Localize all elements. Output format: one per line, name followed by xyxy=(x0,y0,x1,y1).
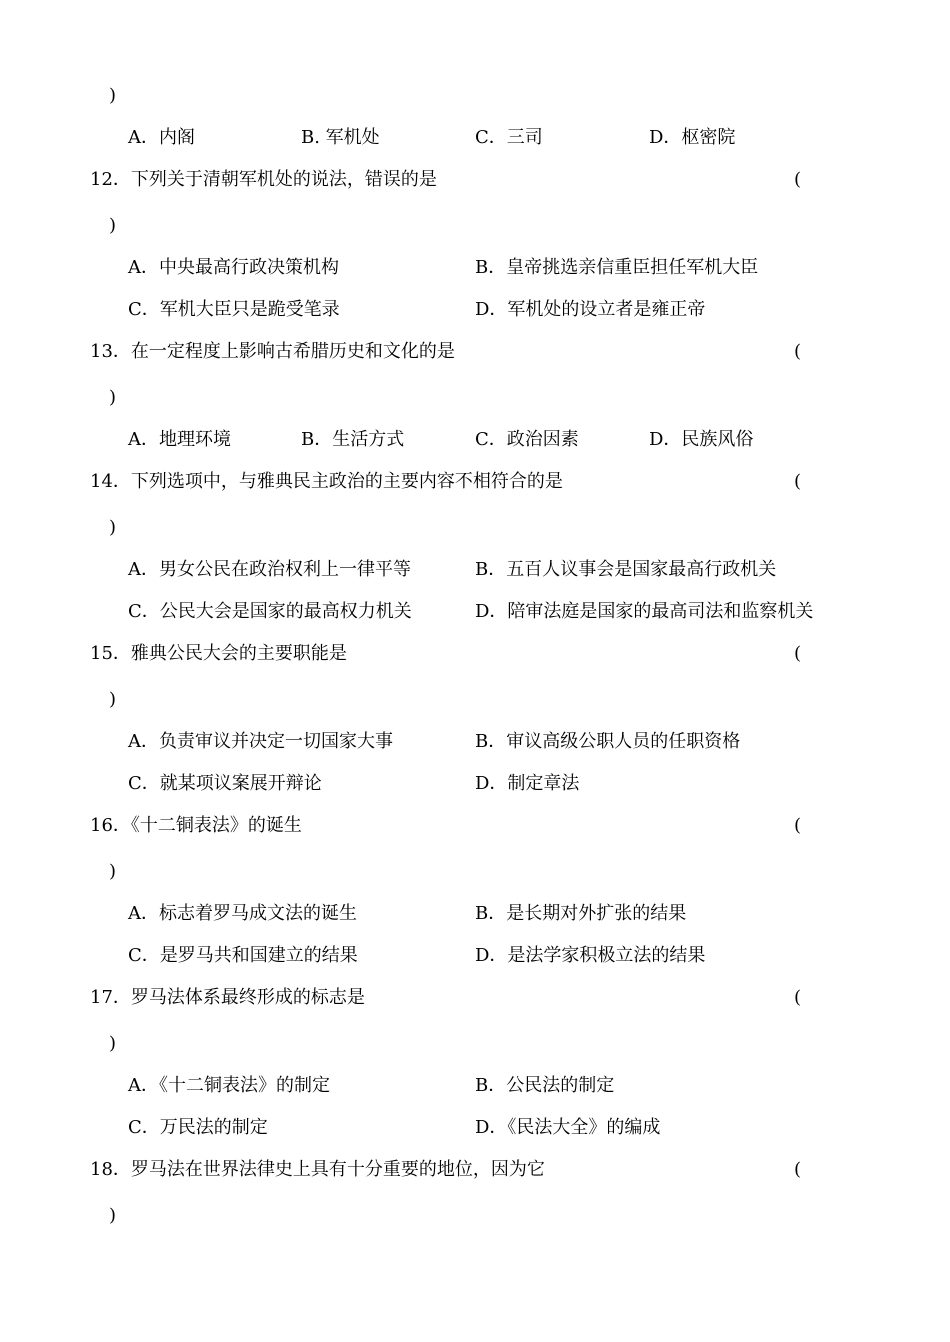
q15-option-a: A．负责审议并决定一切国家大事 xyxy=(128,731,393,752)
q15-option-d: D．制定章法 xyxy=(475,773,580,794)
q11-option-d: D．枢密院 xyxy=(649,127,736,148)
q11-close-paren: ) xyxy=(109,85,117,106)
q14-option-a: A．男女公民在政治权利上一律平等 xyxy=(128,559,411,580)
q15-option-c: C．就某项议案展开辩论 xyxy=(128,773,322,794)
q15-option-b: B．审议高级公职人员的任职资格 xyxy=(475,731,741,752)
q13-option-d: D．民族风俗 xyxy=(649,429,754,450)
q11-option-a: A．内阁 xyxy=(128,127,195,148)
q14-option-b: B．五百人议事会是国家最高行政机关 xyxy=(475,559,777,580)
q13-open-paren: ( xyxy=(794,341,802,362)
q12-close-paren: ) xyxy=(109,215,117,236)
q11-option-c: C．三司 xyxy=(475,127,543,148)
q13-option-c: C．政治因素 xyxy=(475,429,579,450)
q17-option-c: C．万民法的制定 xyxy=(128,1117,268,1138)
q17-stem: 17．罗马法体系最终形成的标志是 xyxy=(90,987,365,1008)
q15-open-paren: ( xyxy=(794,643,802,664)
q17-option-a: A．《十二铜表法》的制定 xyxy=(128,1075,330,1096)
q12-option-a: A．中央最高行政决策机构 xyxy=(128,257,339,278)
q14-option-c: C．公民大会是国家的最高权力机关 xyxy=(128,601,412,622)
q18-stem: 18．罗马法在世界法律史上具有十分重要的地位，因为它 xyxy=(90,1159,545,1180)
q17-close-paren: ) xyxy=(109,1033,117,1054)
q12-option-b: B．皇帝挑选亲信重臣担任军机大臣 xyxy=(475,257,759,278)
q14-close-paren: ) xyxy=(109,517,117,538)
q11-option-b: B. 军机处 xyxy=(301,127,380,148)
q12-option-d: D．军机处的设立者是雍正帝 xyxy=(475,299,706,320)
q14-open-paren: ( xyxy=(794,471,802,492)
q17-option-b: B．公民法的制定 xyxy=(475,1075,615,1096)
q18-close-paren: ) xyxy=(109,1205,117,1226)
q14-stem: 14．下列选项中，与雅典民主政治的主要内容不相符合的是 xyxy=(90,471,563,492)
q16-option-a: A．标志着罗马成文法的诞生 xyxy=(128,903,357,924)
q13-stem: 13．在一定程度上影响古希腊历史和文化的是 xyxy=(90,341,455,362)
q12-option-c: C．军机大臣只是跪受笔录 xyxy=(128,299,340,320)
q12-open-paren: ( xyxy=(794,169,802,190)
q13-option-b: B．生活方式 xyxy=(301,429,405,450)
q16-option-b: B．是长期对外扩张的结果 xyxy=(475,903,687,924)
q17-open-paren: ( xyxy=(794,987,802,1008)
q16-option-d: D．是法学家积极立法的结果 xyxy=(475,945,706,966)
q16-open-paren: ( xyxy=(794,815,802,836)
q15-stem: 15．雅典公民大会的主要职能是 xyxy=(90,643,347,664)
q13-close-paren: ) xyxy=(109,387,117,408)
q16-option-c: C．是罗马共和国建立的结果 xyxy=(128,945,358,966)
q14-option-d: D．陪审法庭是国家的最高司法和监察机关 xyxy=(475,601,814,622)
q12-stem: 12．下列关于清朝军机处的说法，错误的是 xyxy=(90,169,437,190)
q18-open-paren: ( xyxy=(794,1159,802,1180)
q17-option-d: D．《民法大全》的编成 xyxy=(475,1117,661,1138)
q15-close-paren: ) xyxy=(109,689,117,710)
q16-close-paren: ) xyxy=(109,861,117,882)
q13-option-a: A．地理环境 xyxy=(128,429,231,450)
q16-stem: 16．《十二铜表法》的诞生 xyxy=(90,815,302,836)
